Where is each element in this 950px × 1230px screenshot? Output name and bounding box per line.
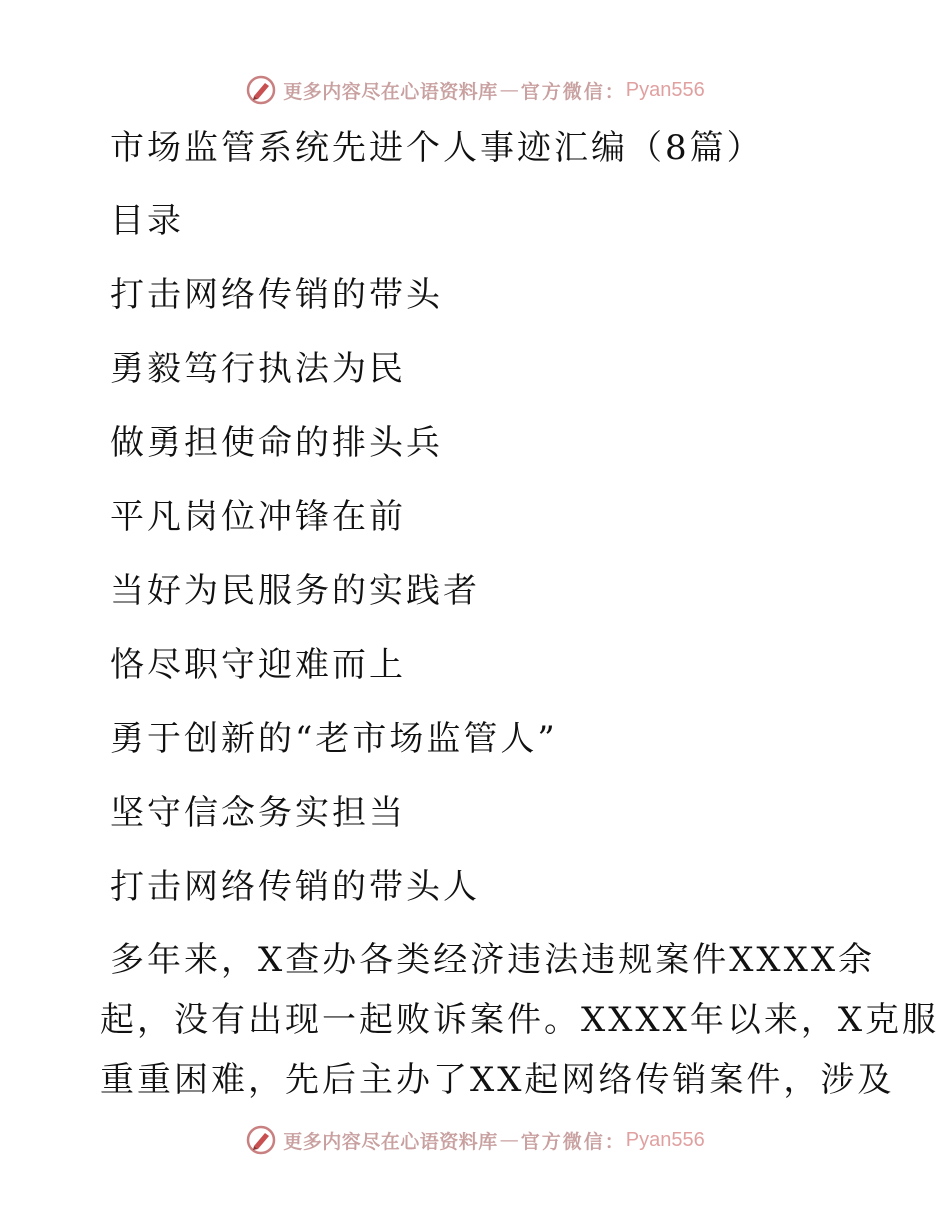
toc-item: 恪尽职守迎难而上	[110, 645, 406, 685]
header-watermark	[0, 70, 950, 110]
watermark-account: Pyan556	[625, 78, 705, 101]
toc-item: 勇毅笃行执法为民	[110, 349, 406, 389]
watermark-official-text: 官方微信：	[520, 80, 626, 103]
watermark-dash: —	[499, 79, 519, 101]
watermark-main-text: 更多内容尽在心语资料库	[283, 1130, 498, 1153]
pen-logo-icon	[245, 74, 277, 106]
section-heading: 打击网络传销的带头人	[110, 867, 480, 907]
toc-item: 打击网络传销的带头	[110, 275, 443, 315]
watermark-dash: —	[499, 1129, 519, 1151]
toc-item: 坚守信念务实担当	[110, 793, 406, 833]
document-title: 市场监管系统先进个人事迹汇编（8篇）	[110, 128, 764, 168]
toc-item: 做勇担使命的排头兵	[110, 423, 443, 463]
watermark-official-text: 官方微信：	[520, 1130, 626, 1153]
watermark-account: Pyan556	[625, 1128, 705, 1151]
toc-item: 勇于创新的“老市场监管人”	[110, 719, 558, 759]
body-paragraph	[100, 930, 940, 1110]
pen-logo-icon	[245, 1124, 277, 1156]
footer-watermark	[0, 1120, 950, 1160]
body-line: 重重困难，先后主办了XX起网络传销案件，涉及	[100, 1060, 895, 1100]
toc-item: 当好为民服务的实践者	[110, 571, 480, 611]
watermark-main-text: 更多内容尽在心语资料库	[283, 80, 498, 103]
body-line: 多年来，X查办各类经济违法违规案件XXXX余	[110, 940, 876, 980]
toc-heading: 目录	[110, 201, 184, 241]
body-line: 起，没有出现一起败诉案件。XXXX年以来，X克服	[100, 1000, 940, 1040]
toc-item: 平凡岗位冲锋在前	[110, 497, 406, 537]
